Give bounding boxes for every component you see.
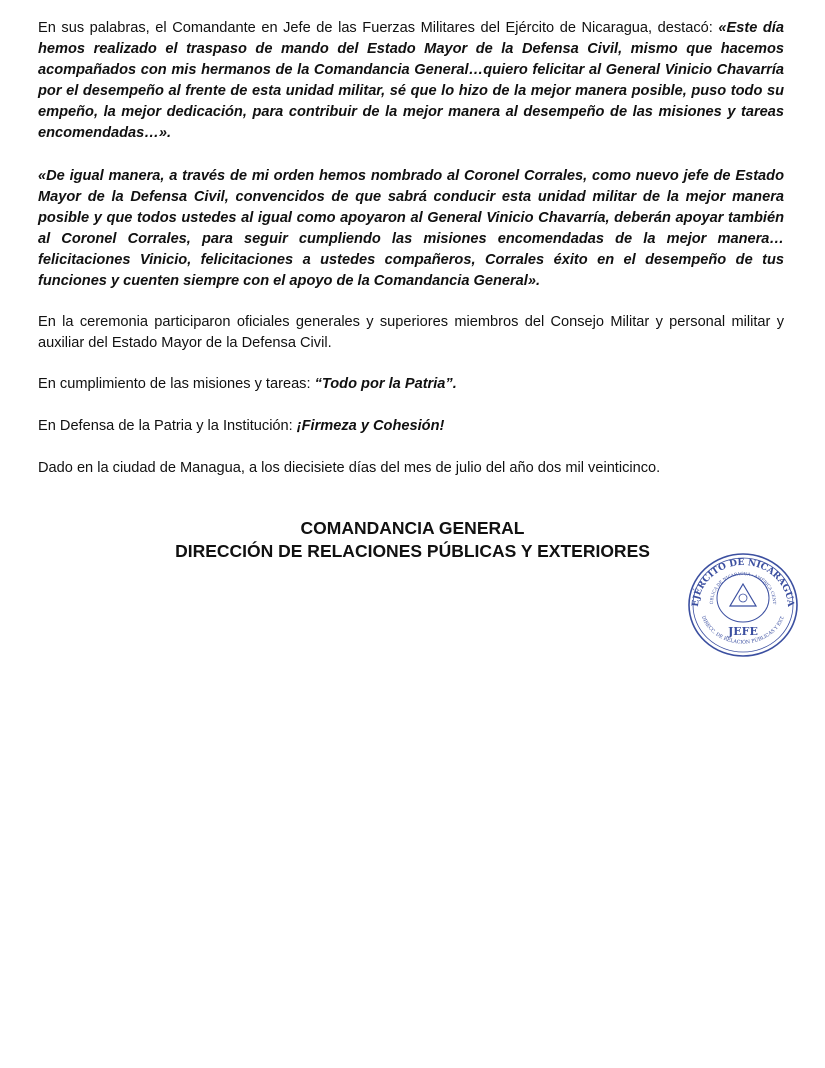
mission-motto: “Todo por la Patria”.: [314, 376, 457, 392]
speech-intro: En sus palabras, el Comandante en Jefe de las Fuerzas Militares del Ejército de Nicaragua, destacó:: [38, 20, 719, 36]
seal-bottom-text: DIRECC. DE RELACIÓN PÚBLICAS Y EXT.: [699, 615, 787, 646]
paragraph-commander-speech: [38, 18, 784, 144]
seal-outer-text: EJÉRCITO DE NICARAGUA: [690, 557, 796, 608]
speech-quote-2: «De igual manera, a través de mi orden hemos nombrado al Coronel Corrales, como nuevo jefe de Estado Mayor de la Defensa Civil, convencidos de que sabrá conducir esta unidad militar de la mejor manera posible y que todos ustedes al igual como apoyaron al General Vinicio Chavarría, deberán apoyar también al Coronel Corrales, para seguir cumpliendo las misiones encomendadas de la mejor manera…felicitaciones Vinicio, felicitaciones a ustedes compañeros, Corrales éxito en el desempeño de tus funciones y cuenten siempre con el apoyo de la Comandancia General».: [38, 168, 784, 289]
paragraph-defense-motto: [38, 416, 784, 437]
signature-line-2: DIRECCIÓN DE RELACIONES PÚBLICAS Y EXTERIORES: [175, 541, 650, 561]
mission-motto-intro: En cumplimiento de las misiones y tareas:: [38, 376, 315, 392]
official-seal-stamp: [686, 551, 800, 659]
document-body: [38, 18, 784, 479]
paragraph-mission-motto: [38, 374, 784, 395]
speech-quote-1: «Este día hemos realizado el traspaso de mando del Estado Mayor de la Defensa Civil, mismo que hacemos acompañados con mis hermanos de la Comandancia General…quiero felicitar al General Vinicio Chavarría por el desempeño al frente de esta unidad militar, sé que lo hizo de la mejor manera posible, puso todo su empeño, la mejor dedicación, para contribuir de la mejor manera al desempeño de las misiones y tareas encomendadas…».: [38, 20, 784, 141]
defense-motto: ¡Firmeza y Cohesión!: [296, 418, 445, 434]
paragraph-ceremony: En la ceremonia participaron oficiales generales y superiores miembros del Consejo Militar y personal militar y auxiliar del Estado Mayor de la Defensa Civil.: [38, 314, 784, 351]
signature-line-1: COMANDANCIA GENERAL: [300, 518, 525, 538]
paragraph-date-place: Dado en la ciudad de Managua, a los diecisiete días del mes de julio del año dos mil veinticinco.: [38, 460, 661, 476]
seal-center-label: JEFE: [728, 625, 758, 638]
defense-motto-intro: En Defensa de la Patria y la Institución:: [38, 418, 297, 434]
seal-icon: [686, 551, 800, 659]
seal-inner-text: ÚBLICA DE NICARAGUA · AMÉRICA CENT: [708, 570, 778, 605]
